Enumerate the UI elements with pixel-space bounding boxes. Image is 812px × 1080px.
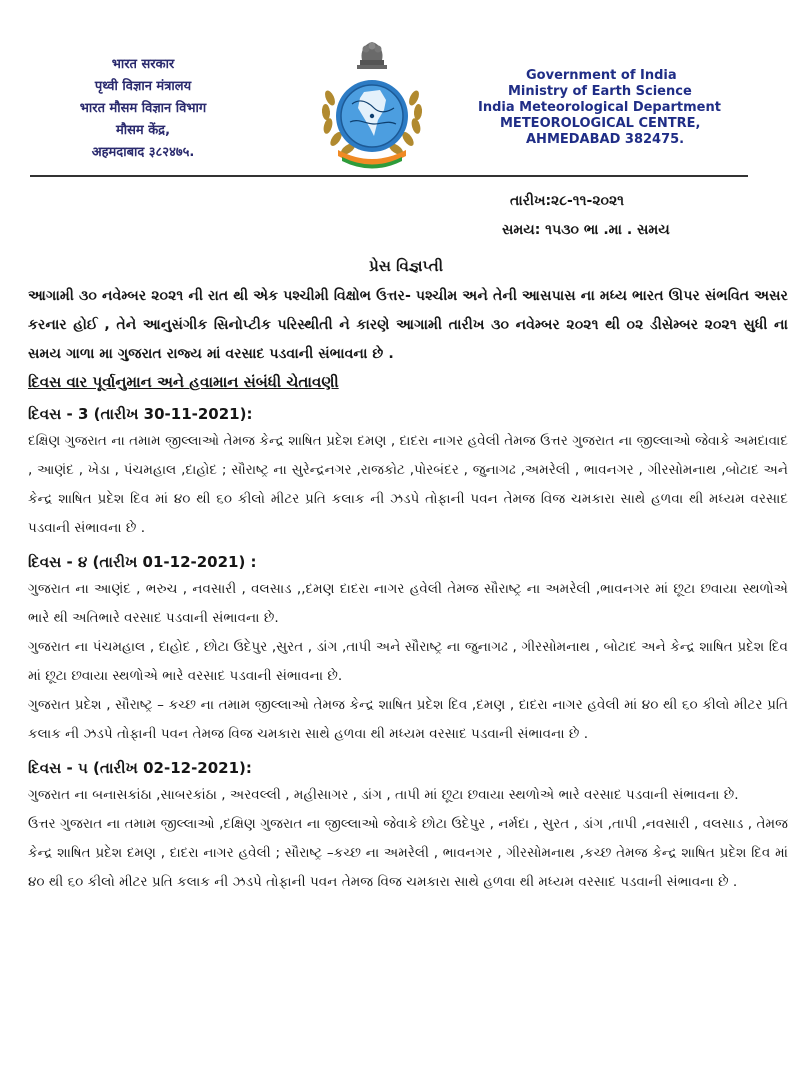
day-5-heading: દિવસ - ૫ (તારીખ 02-12-2021): <box>28 759 252 777</box>
day-5-paragraph-2: ઉત્તર ગુજરાત ના તમામ જીલ્લાઓ ,દક્ષિણ ગુજરાત ના જીલ્લાઓ જેવાકે છોટા ઉદેપુર , નર્મદા , સુરત , ડાંગ ,તાપી ,નવસારી , વલસાડ , તેમજ કેન્દ્ર શાષિત પ્રદેશ દમણ , દાદરા નાગર હવેલી ; સૌરાષ્ટ્ર –કચ્છ ના અમરેલી , ભાવનગર , ગીરસોમનાથ ,કચ્છ તેમજ કેન્દ્ર શાષિત પ્રદેશ દિવ માં ૪૦ થી ૬૦ કીલો મીટર પ્રતિ કલાક ની ઝડપે તોફાની પવન તેમજ વિજ ચમકારા સાથે હળવા થી મધ્યમ વરસાદ પડવાની સંભાવના છે . <box>28 816 788 890</box>
day-4-paragraph-1: ગુજરાત ના આણંદ , ભરુચ , નવસારી , વલસાડ ,,દમણ દાદરા નાગર હવેલી તેમજ સૌરાષ્ટ્ર ના અમરેલી ,ભાવનગર માં છૂટા છવાયા સ્થળોએ ભારે થી અતિભારે વરસાદ પડવાની સંભાવના છે. <box>28 581 788 626</box>
release-time: સમય: ૧૫૩૦ ભા .મા . સમય <box>502 222 670 238</box>
english-line-ministry: Ministry of Earth Science <box>508 84 692 99</box>
english-line-city: AHMEDABAD 382475. <box>526 132 685 147</box>
hindi-letterhead <box>36 54 250 164</box>
hindi-line-department: भारत मौसम विज्ञान विभाग <box>79 101 207 116</box>
imd-emblem-icon <box>308 38 436 170</box>
english-line-centre: METEOROLOGICAL CENTRE, <box>500 116 701 131</box>
header-divider <box>30 175 748 177</box>
day-3-heading: દિવસ - 3 (તારીખ 30-11-2021): <box>28 405 253 423</box>
hindi-line-govt: भारत सरकार <box>111 57 175 72</box>
press-release-title: પ્રેસ વિજ્ઞપ્તી <box>368 257 444 275</box>
hindi-line-ministry: पृथ्वी विज्ञान मंत्रालय <box>94 79 192 94</box>
day-3-paragraph: દક્ષિણ ગુજરાત ના તમામ જીલ્લાઓ તેમજ કેન્દ્ર શાષિત પ્રદેશ દમણ , દાદરા નાગર હવેલી તેમજ ઉત્તર ગુજરાત ના જીલ્લાઓ જેવાકે અમદાવાદ , આણંદ , ખેડા , પંચમહાલ ,દાહોદ ; સૌરાષ્ટ્ર ના સુરેન્દ્રનગર ,રાજકોટ ,પોરબંદર , જુનાગઢ ,અમરેલી , ભાવનગર , ગીરસોમનાથ ,બોટાદ અને કેન્દ્ર શાષિત પ્રદેશ દિવ માં ૪૦ થી ૬૦ કીલો મીટર પ્રતિ કલાક ની ઝડપે તોફાની પવન તેમજ વિજ ચમકારા સાથે હળવા થી મધ્યમ વરસાદ પડવાની સંભાવના છે . <box>28 433 788 536</box>
day-4-heading: દિવસ - ૪ (તારીખ 01-12-2021) : <box>28 553 257 571</box>
english-line-govt: Government of India <box>526 68 677 83</box>
hindi-line-city: अहमदाबाद ३८२४७५. <box>91 145 195 160</box>
press-body <box>28 282 788 897</box>
hindi-line-centre: मौसम केंद्र, <box>115 123 171 138</box>
english-letterhead <box>466 68 776 148</box>
forecast-section-title: દિવસ વાર પૂર્વાનુમાન અને હવામાન સંબંધી ચેતાવણી <box>28 373 339 391</box>
day-4-paragraph-3: ગુજરાત પ્રદેશ , સૌરાષ્ટ્ર – કચ્છ ના તમામ જીલ્લાઓ તેમજ કેન્દ્ર શાષિત પ્રદેશ દિવ ,દમણ , દાદરા નાગર હવેલી માં ૪૦ થી ૬૦ કીલો મીટર પ્રતિ કલાક ની ઝડપે તોફાની પવન તેમજ વિજ ચમકારા સાથે હળવા થી મધ્યમ વરસાદ પડવાની સંભાવના છે . <box>28 697 788 742</box>
day-5-paragraph-1: ગુજરાત ના બનાસકાંઠા ,સાબરકાંઠા , અરવલ્લી , મહીસાગર , ડાંગ , તાપી માં છૂટા છવાયા સ્થળોએ ભારે વરસાદ પડવાની સંભાવના છે. <box>28 787 739 803</box>
english-line-department: India Meteorological Department <box>478 100 721 115</box>
release-date: તારીખ:૨૮-૧૧-૨૦૨૧ <box>510 193 625 209</box>
intro-paragraph: આગામી ૩૦ નવેમ્બર ૨૦૨૧ ની રાત થી એક પશ્ચીમી વિક્ષોભ ઉત્તર- પશ્ચીમ અને તેની આસપાસ ના મધ્ય ભારત ઊપર સંભવિત અસર કરનાર હોઈ , તેને આનુસંગીક સિનોપ્ટીક પરિસ્થીતી ને કારણે આગામી તારીખ ૩૦ નવેમ્બર ૨૦૨૧ થી ૦૨ ડીસેમ્બર ૨૦૨૧ સુધી ના સમય ગાળા મા ગુજરાત રાજ્ય માં વરસાદ પડવાની સંભાવના છે . <box>28 288 788 362</box>
day-4-paragraph-2: ગુજરાત ના પંચમહાલ , દાહોદ , છોટા ઉદેપુર ,સુરત , ડાંગ ,તાપી અને સૌરાષ્ટ્ર ના જુનાગઢ , ગીરસોમનાથ , બોટાદ અને કેન્દ્ર શાષિત પ્રદેશ દિવ માં છૂટા છવાયા સ્થળોએ ભારે વરસાદ પડવાની સંભાવના છે. <box>28 639 788 684</box>
